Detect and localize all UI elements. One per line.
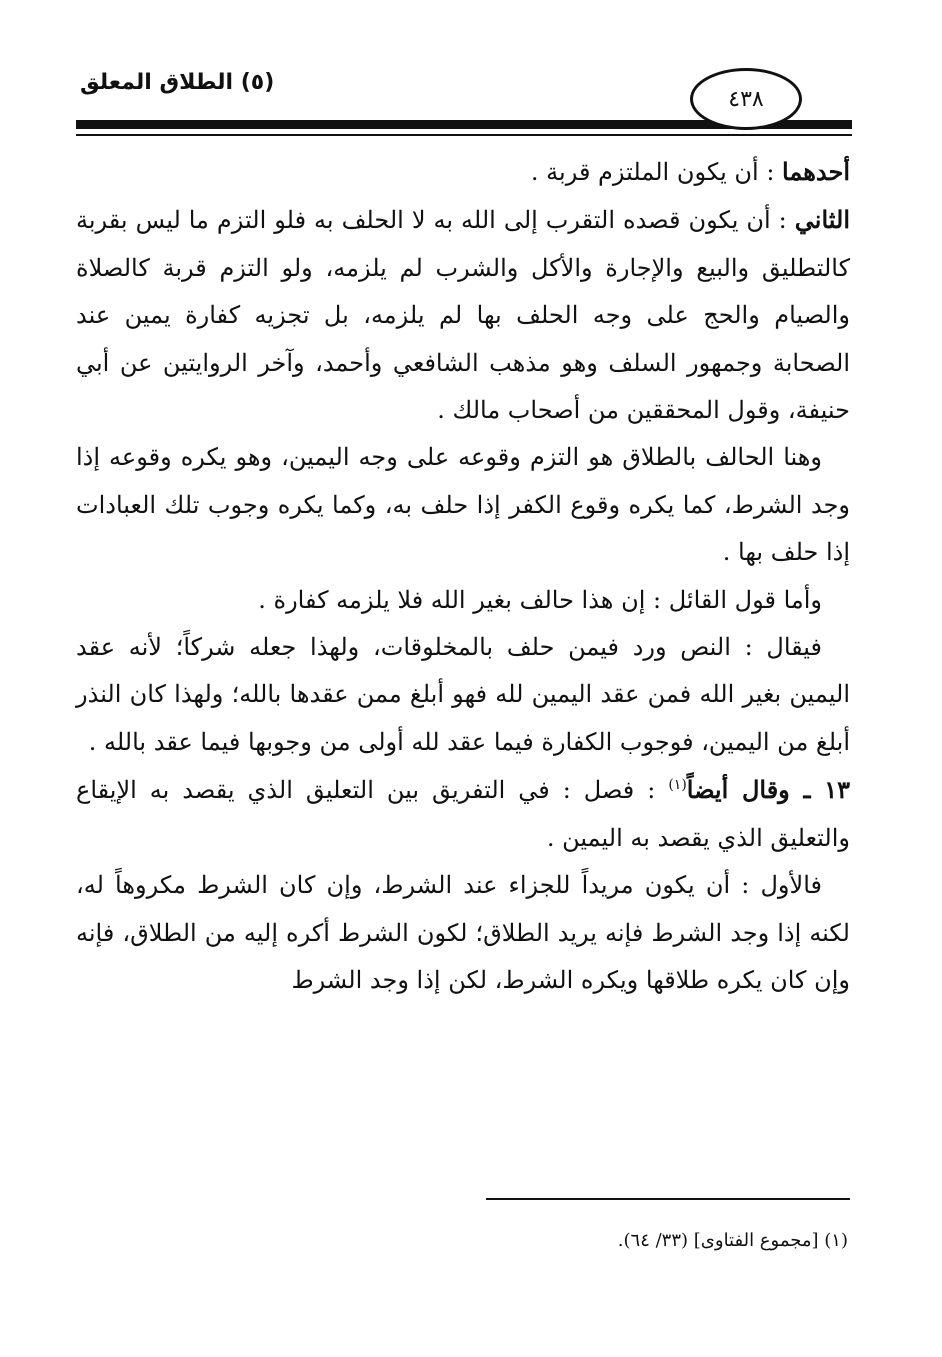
paragraph-3-text: وهنا الحالف بالطلاق هو التزم وقوعه على وجه اليمين، وهو يكره وقوعه إذا وجد الشرط، كما يكره وقوع الكفر إذا حلف به، وكما يكره وجوب تلك العبادات إذا حلف بها . [76, 443, 850, 567]
header-rule-thin [76, 134, 852, 136]
paragraph-3 [76, 434, 850, 576]
body-text [76, 148, 850, 1004]
running-header-title: (٥) الطلاق المعلق [80, 70, 275, 95]
paragraph-2-lead: الثاني [794, 205, 850, 235]
footnote-text: [مجموع الفتاوى] (٣٣/ ٦٤). [617, 1230, 819, 1251]
paragraph-5-text: فيقال : النص ورد فيمن حلف بالمخلوقات، ولهذا جعله شركاً؛ لأنه عقد اليمين بغير الله فمن عقد اليمين لله فهو أبلغ ممن عقدها بالله؛ ولهذا كان النذر أبلغ من اليمين، فوجوب الكفارة فيما عقد لله أولى من وجوبها فيما عقد بالله . [76, 633, 850, 756]
paragraph-1 [76, 148, 850, 196]
page-number-oval [690, 68, 802, 130]
paragraph-2 [76, 196, 850, 434]
page-number: ٤٣٨ [728, 86, 764, 112]
paragraph-1-text: : أن يكون الملتزم قربة . [530, 158, 775, 186]
footnote-reference[interactable]: (١) [668, 777, 687, 794]
footnote-rule [486, 1198, 850, 1200]
paragraph-1-lead: أحدهما [782, 157, 850, 186]
footnote [300, 1228, 848, 1254]
paragraph-5 [76, 624, 850, 766]
paragraph-6-lead: ١٣ ـ وقال أيضاً [686, 775, 850, 805]
paragraph-7 [76, 862, 850, 1004]
paragraph-2-text: : أن يكون قصده التقرب إلى الله به لا الحلف به فلو التزم ما ليس بقربة كالتطليق والبيع والإجارة والأكل والشرب لم يلزمه، ولو التزم قربة كالصلاة والصيام والحج على وجه الحلف بها لم يلزمه، بل تجزيه كفارة يمين عند الصحابة وجمهور السلف وهو مذهب الشافعي وأحمد، وآخر الروايتين عن أبي حنيفة، وقول المحققين من أصحاب مالك . [76, 206, 850, 425]
paragraph-4 [76, 577, 850, 624]
paragraph-7-text: فالأول : أن يكون مريداً للجزاء عند الشرط، وإن كان الشرط مكروهاً له، لكنه إذا وجد الشرط فإنه يريد الطلاق؛ لكون الشرط أكره إليه من الطلاق، فإنه وإن كان يكره طلاقها ويكره الشرط، لكن إذا وجد الشرط [76, 871, 850, 994]
paragraph-4-text: وأما قول القائل : إن هذا حالف بغير الله فلا يلزمه كفارة . [258, 585, 822, 614]
footnote-number: (١) [824, 1230, 848, 1251]
paragraph-6 [76, 766, 850, 862]
paragraph-6-text: : فصل : في التفريق بين التعليق الذي يقصد به الإيقاع والتعليق الذي يقصد به اليمين . [76, 776, 850, 852]
